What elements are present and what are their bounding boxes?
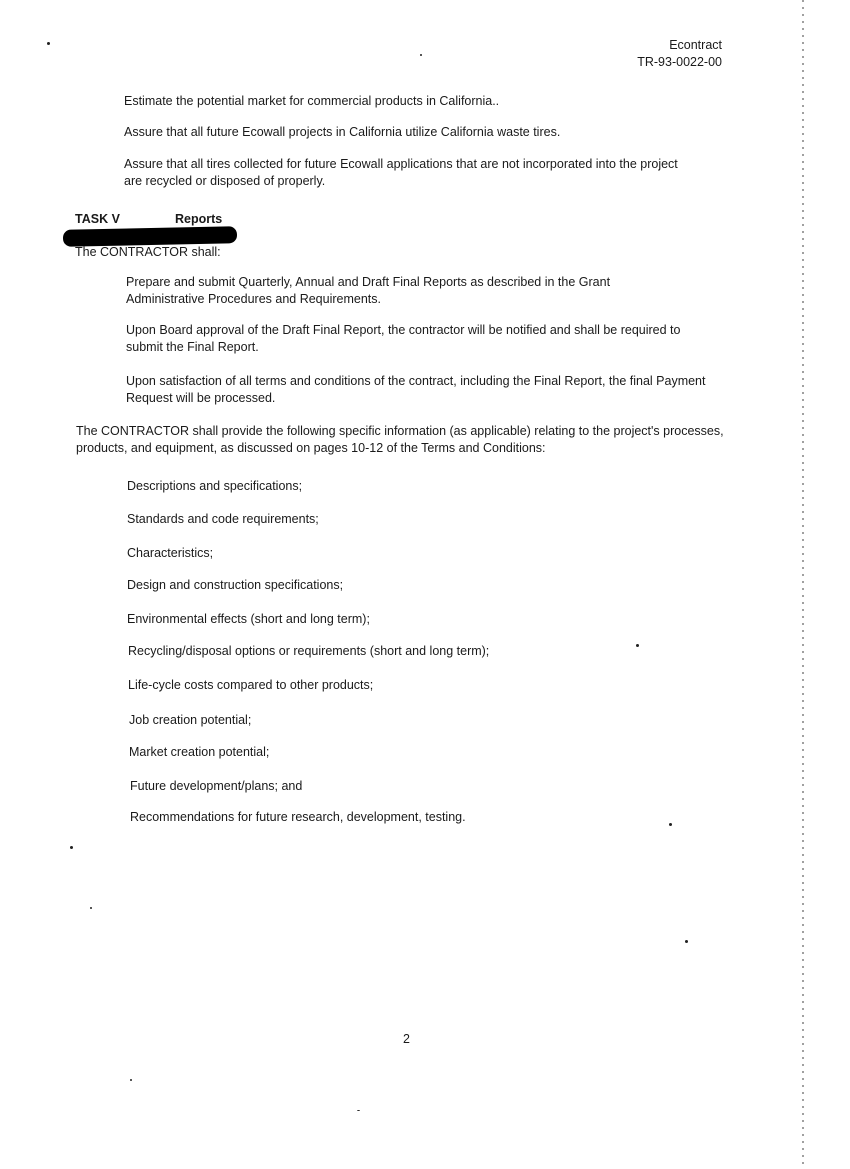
scan-speck	[70, 846, 73, 849]
scan-speck	[357, 1110, 360, 1111]
page-number: 2	[403, 1032, 410, 1046]
task-heading	[75, 212, 223, 226]
header-contract-number: TR-93-0022-00	[637, 55, 722, 69]
intro-item: Estimate the potential market for commercial products in California..	[124, 94, 500, 108]
task-label: TASK V	[75, 212, 120, 226]
scan-speck	[47, 42, 50, 45]
info-item: Market creation potential;	[129, 745, 270, 759]
info-item: Recommendations for future research, development, testing.	[130, 810, 466, 824]
info-paragraph: The CONTRACTOR shall provide the following specific information (as applicable) relating to the project's processes, products, and equipment, as discussed on pages 10-12 of the Terms and Conditions:	[76, 424, 724, 455]
intro-item: Assure that all tires collected for future Ecowall applications that are not incorporated into the project are recycled or disposed of properly.	[124, 157, 678, 188]
scan-speck	[130, 1079, 132, 1081]
contractor-shall-heading: The CONTRACTOR shall:	[75, 245, 221, 259]
info-item: Standards and code requirements;	[127, 512, 319, 526]
scan-speck	[90, 907, 92, 909]
scan-margin-line	[802, 0, 804, 1169]
scan-speck	[636, 644, 639, 647]
redaction-mark	[63, 226, 237, 247]
scan-speck	[669, 823, 672, 826]
intro-item: Assure that all future Ecowall projects in California utilize California waste tires.	[124, 125, 561, 139]
info-item: Design and construction specifications;	[127, 578, 344, 592]
info-item: Characteristics;	[127, 546, 214, 560]
scan-speck	[420, 54, 422, 56]
info-item: Environmental effects (short and long term);	[127, 612, 370, 626]
scan-speck	[685, 940, 688, 943]
report-item: Upon Board approval of the Draft Final Report, the contractor will be notified and shall be required to submit the Final Report.	[126, 323, 681, 354]
document-header	[637, 37, 722, 71]
info-item: Job creation potential;	[129, 713, 252, 727]
report-item: Upon satisfaction of all terms and conditions of the contract, including the Final Report, the final Payment Request will be processed.	[126, 374, 706, 405]
info-item: Life-cycle costs compared to other products;	[128, 678, 374, 692]
report-item: Prepare and submit Quarterly, Annual and Draft Final Reports as described in the Grant Administrative Procedures and Requirements.	[126, 275, 611, 306]
task-title: Reports	[175, 212, 223, 226]
header-contract-type: Econtract	[669, 38, 722, 52]
info-item: Recycling/disposal options or requirements (short and long term);	[128, 644, 490, 658]
info-item: Future development/plans; and	[130, 779, 303, 793]
info-item: Descriptions and specifications;	[127, 479, 303, 493]
